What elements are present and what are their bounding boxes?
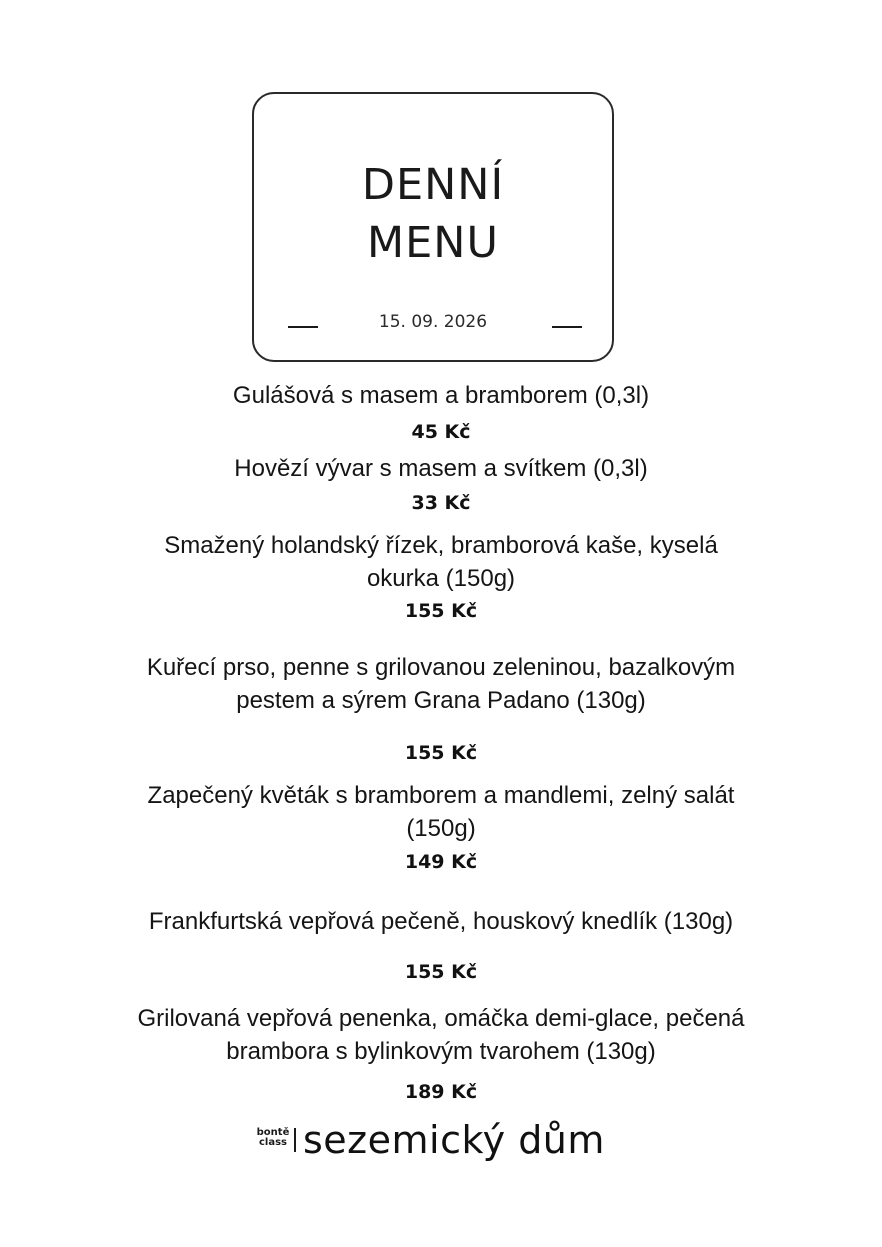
logo-divider [294, 1128, 296, 1152]
dish-name-3-line-1: Smažený holandský řízek, bramborová kaše, kyselá [164, 532, 718, 559]
menu-date: 15. 09. 2026 [378, 312, 488, 332]
dish-name-4-line-1: Kuřecí prso, penne s grilovanou zeleninou, bazalkovým [146, 654, 736, 681]
logo-brand-line-2: class [258, 1137, 287, 1148]
dish-name-5 [80, 779, 802, 845]
dish-name-5-line-2: (150g) [406, 815, 476, 842]
dish-name-4-line-2: pestem a sýrem Grana Padano (130g) [236, 687, 646, 714]
dish-name-1 [80, 379, 802, 412]
dish-price-6: 155 Kč [404, 961, 478, 983]
dish-name-3-line-2: okurka (150g) [366, 565, 516, 592]
dish-name-5-line-1: Zapečený květák s bramborem a mandlemi, zelný salát [147, 782, 735, 809]
dish-name-2 [80, 452, 802, 485]
menu-title-line-1: DENNÍ [361, 160, 505, 210]
dish-name-7-line-2: brambora s bylinkovým tvarohem (130g) [226, 1038, 656, 1065]
dish-name-7-line-1: Grilovaná vepřová penenka, omáčka demi-glace, pečená [137, 1005, 745, 1032]
dish-name-6-line-1: Frankfurtská vepřová pečeně, houskový knedlík (130g) [148, 908, 734, 935]
restaurant-logo [255, 1120, 635, 1164]
dish-name-4 [80, 651, 802, 717]
dish-price-2: 33 Kč [411, 492, 471, 514]
dish-name-7 [80, 1002, 802, 1068]
date-row [254, 310, 612, 334]
dish-price-4: 155 Kč [404, 742, 478, 764]
menu-header-box [252, 92, 614, 362]
dish-name-2-line-1: Hovězí vývar s masem a svítkem (0,3l) [234, 455, 648, 482]
dish-name-1-line-1: Gulášová s masem a bramborem (0,3l) [232, 382, 650, 409]
logo-brand-small [255, 1128, 291, 1148]
right-dash-divider [552, 326, 582, 328]
dish-price-7: 189 Kč [404, 1081, 478, 1103]
dish-name-6 [80, 905, 802, 938]
dish-price-3: 155 Kč [404, 600, 478, 622]
menu-title [254, 156, 612, 272]
menu-title-line-2: MENU [367, 218, 499, 268]
dish-price-5: 149 Kč [404, 851, 478, 873]
dish-price-1: 45 Kč [411, 421, 471, 443]
dish-name-3 [80, 529, 802, 595]
logo-name: sezemický dům [303, 1118, 605, 1162]
logo-brand-line-1: bontě [256, 1127, 290, 1138]
